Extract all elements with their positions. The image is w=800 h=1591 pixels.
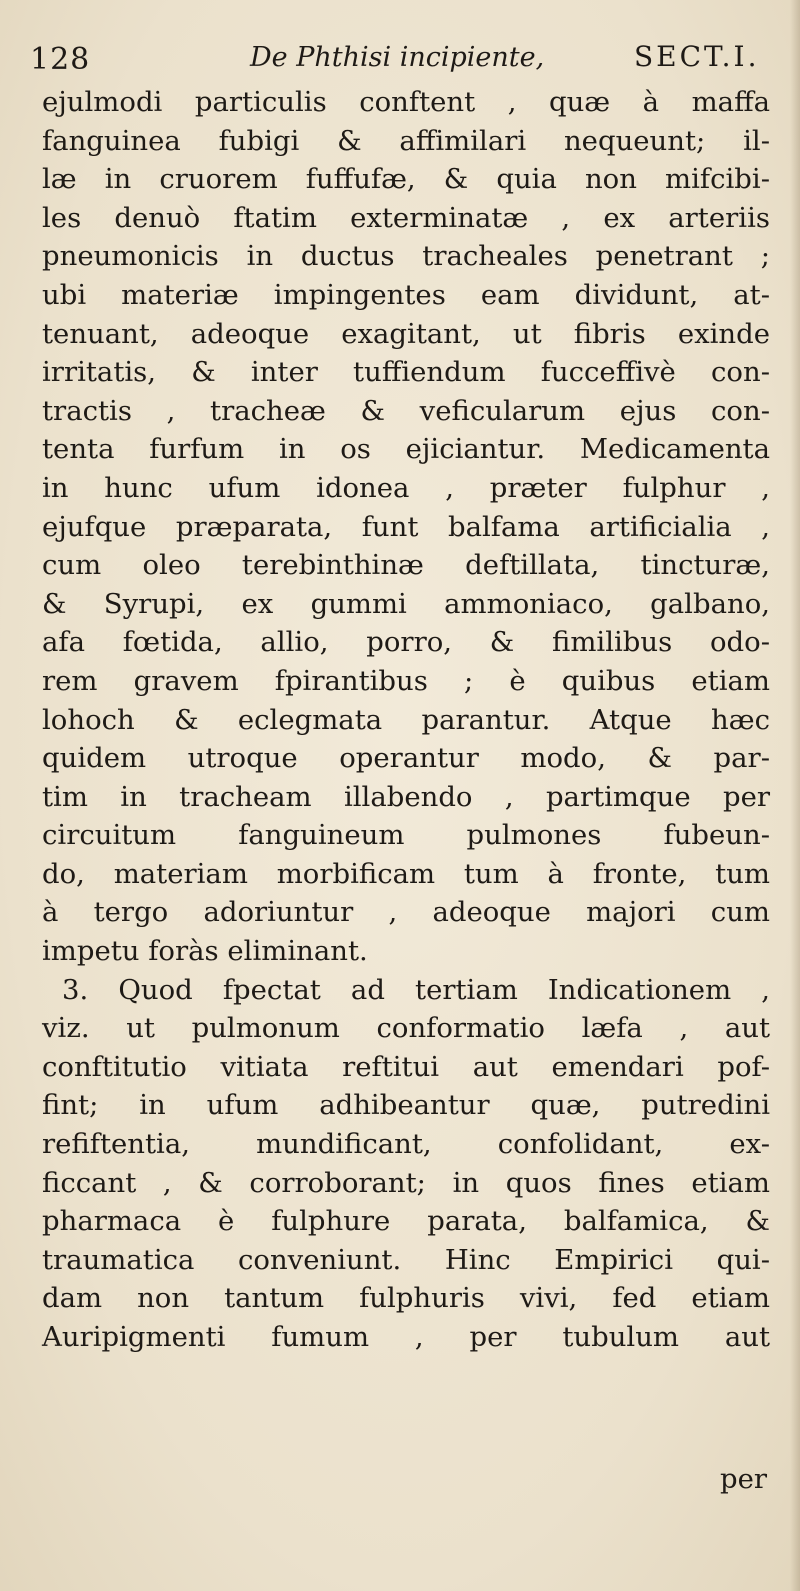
text-line: fanguinea fubigi & affimilari nequeunt; il-: [42, 124, 770, 157]
text-line: impetu foràs eliminant.: [42, 935, 368, 968]
text-line: pneumonicis in ductus tracheales penetrant ;: [42, 240, 770, 273]
text-line: fint; in ufum adhibeantur quæ, putredini: [42, 1089, 770, 1122]
page-edge-shadow: [790, 0, 800, 1591]
text-line: ubi materiæ impingentes eam dividunt, at-: [42, 278, 770, 311]
text-line: quidem utroque operantur modo, & par-: [42, 742, 770, 775]
text-line: à tergo adoriuntur , adeoque majori cum: [42, 896, 770, 929]
text-line: ejulmodi particulis conftent , quæ à maffa: [42, 86, 770, 118]
text-line: irritatis, & inter tuffiendum fucceffivè con-: [42, 356, 770, 389]
text-line: in hunc ufum idonea , præter fulphur ,: [42, 471, 770, 504]
text-line: afa fœtida, allio, porro, & fimilibus odo-: [42, 626, 770, 659]
running-title: De Phthisi incipiente,: [250, 42, 545, 73]
body-text: [42, 83, 770, 1357]
text-line: refiftentia, mundificant, confolidant, ex-: [42, 1128, 770, 1161]
running-header: [22, 18, 782, 78]
text-line: Auripigmenti fumum , per tubulum aut: [42, 1321, 770, 1353]
text-line: rem gravem fpirantibus ; è quibus etiam: [42, 664, 770, 697]
text-line: ejufque præparata, funt balfama artificialia ,: [42, 510, 770, 543]
page-number: 128: [30, 42, 91, 77]
section-label: SECT.I.: [634, 40, 760, 73]
text-line: & Syrupi, ex gummi ammoniaco, galbano,: [42, 587, 770, 620]
text-line: tim in tracheam illabendo , partimque per: [42, 780, 770, 813]
text-line: dam non tantum fulphuris vivi, fed etiam: [42, 1282, 770, 1315]
text-line: conftitutio vitiata reftitui aut emendari pof-: [42, 1050, 770, 1083]
text-line: tenuant, adeoque exagitant, ut fibris exinde: [42, 317, 770, 350]
catchword: per: [720, 1463, 768, 1495]
text-line: viz. ut pulmonum conformatio læfa , aut: [42, 1012, 770, 1045]
text-line: pharmaca è fulphure parata, balfamica, &: [42, 1205, 770, 1238]
text-line: do, materiam morbificam tum à fronte, tum: [42, 857, 770, 890]
text-line: 3. Quod fpectat ad tertiam Indicationem ,: [62, 973, 770, 1006]
text-line: ficcant , & corroborant; in quos fines etiam: [42, 1166, 770, 1199]
text-line: les denuò ftatim exterminatæ , ex arteriis: [42, 201, 770, 234]
text-line: tractis , tracheæ & veficularum ejus con-: [42, 394, 770, 427]
text-line: lohoch & eclegmata parantur. Atque hæc: [42, 703, 770, 736]
text-line: tenta furfum in os ejiciantur. Medicamenta: [42, 433, 770, 466]
text-line: circuitum fanguineum pulmones fubeun-: [42, 819, 770, 852]
text-line: traumatica conveniunt. Hinc Empirici qui-: [42, 1243, 770, 1276]
text-line: cum oleo terebinthinæ deftillata, tincturæ,: [42, 549, 770, 582]
text-line: læ in cruorem fuffufæ, & quia non mifcibi-: [42, 163, 770, 196]
